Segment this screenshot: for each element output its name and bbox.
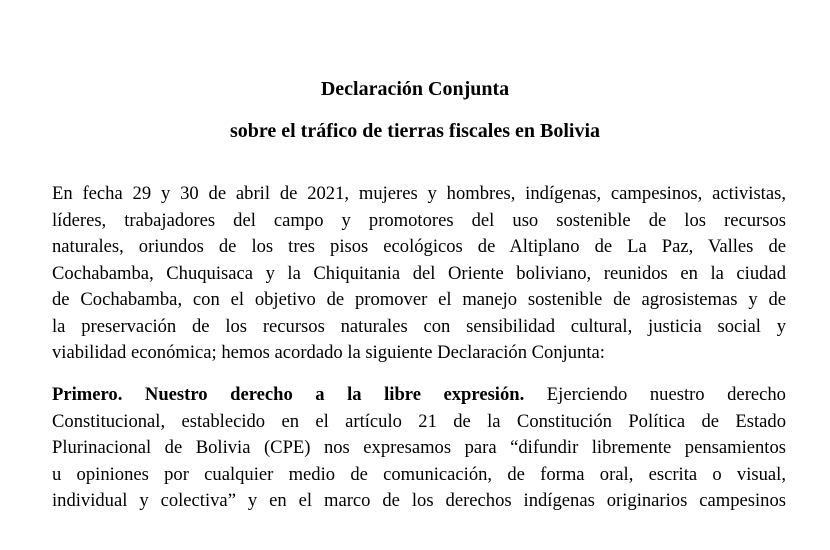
document-title: Declaración Conjunta [320, 78, 510, 100]
paragraph-line: viabilidad económica; hemos acordado la siguiente Declaración Conjunta: [52, 342, 605, 363]
paragraph-line: líderes, trabajadores del campo y promotores del uso sostenible de los recursos [52, 209, 786, 231]
first-line-text: Ejerciendo nuestro derecho [524, 384, 786, 405]
paragraph-line: Plurinacional de Bolivia (CPE) nos expresamos para “difundir libremente pensamientos [52, 437, 786, 458]
paragraph-line [52, 382, 786, 409]
paragraph-line: Cochabamba, Chuquisaca y la Chiquitania del Oriente boliviano, reunidos en la ciudad [52, 262, 786, 284]
paragraph-line: naturales, oriundos de los tres pisos ecológicos de Altiplano de La Paz, Valles de [52, 236, 786, 257]
first-declaration-heading: Primero. Nuestro derecho a la libre expresión. [52, 384, 525, 405]
intro-paragraph [52, 181, 786, 367]
paragraph-line: de Cochabamba, con el objetivo de promover el manejo sostenible de agrosistemas y de [52, 289, 786, 310]
paragraph-line: individual y colectiva” y en el marco de los derechos indígenas originarios campesinos [52, 490, 786, 511]
document-subtitle: sobre el tráfico de tierras fiscales en Bolivia [229, 120, 601, 142]
paragraph-line: u opiniones por cualquier medio de comunicación, de forma oral, escrita o visual, [52, 463, 786, 485]
first-declaration-paragraph [52, 382, 786, 515]
paragraph-line: En fecha 29 y 30 de abril de 2021, mujeres y hombres, indígenas, campesinos, activistas, [52, 183, 786, 204]
paragraph-line: Constitucional, establecido en el artículo 21 de la Constitución Política de Estado [52, 410, 786, 432]
paragraph-line: la preservación de los recursos naturales con sensibilidad cultural, justicia social y [52, 315, 786, 337]
